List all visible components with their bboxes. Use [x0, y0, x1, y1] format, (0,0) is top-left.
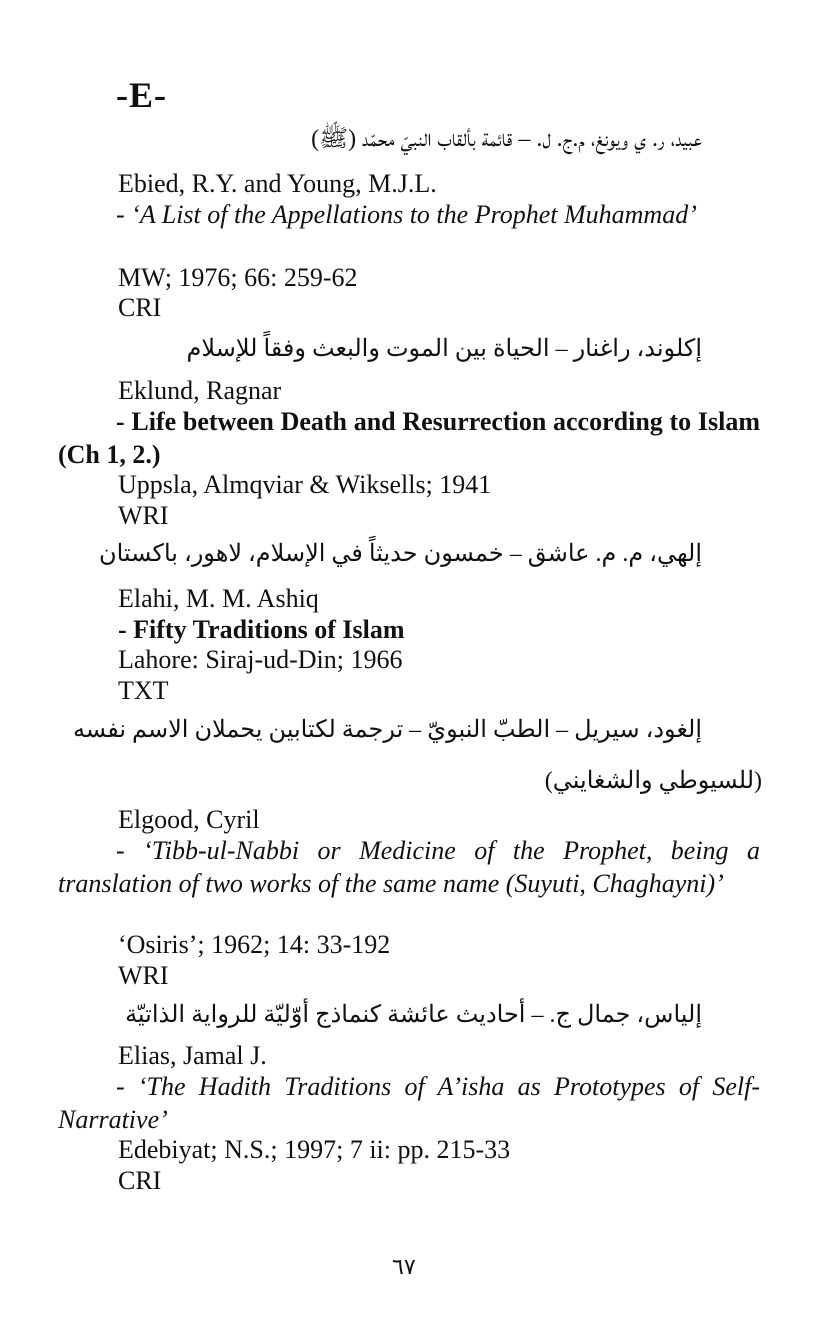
entry-code: WRI [118, 501, 169, 530]
entry-author: Elahi, M. M. Ashiq [118, 584, 319, 613]
arabic-title: إلهي، م. م. عاشق – خمسون حديثاً في الإسلام، لاهور، باكستان [98, 541, 702, 567]
entry-title: - ‘A List of the Appellations to the Prophet Muhammad’ [116, 200, 697, 229]
section-letter: -E- [116, 75, 167, 115]
entry-title: - ‘The Hadith Traditions of A’isha as Prototypes of Self-Narrative’ [58, 1072, 760, 1134]
arabic-title-continued: (للسيوطي والشغايني) [544, 768, 762, 794]
entry-publication: ‘Osiris’; 1962; 14: 33-192 [118, 930, 391, 959]
page-number: ٦٧ [392, 1254, 416, 1279]
entry-publication: MW; 1976; 66: 259-62 [118, 263, 358, 292]
arabic-title: إلياس، جمال ج. – أحاديث عائشة كنماذج أوّليّة للرواية الذاتيّة [125, 1002, 702, 1028]
entry-title: - Fifty Traditions of Islam [118, 615, 405, 644]
entry-publication: Edebiyat; N.S.; 1997; 7 ii: pp. 215-33 [118, 1135, 511, 1164]
entry-author: Elias, Jamal J. [118, 1041, 267, 1070]
entry-publication: Uppsla, Almqviar & Wiksells; 1941 [118, 470, 492, 499]
entry-code: CRI [118, 1166, 162, 1195]
entry-code: TXT [118, 676, 169, 705]
arabic-title: عبيد، ر. ي ويونغ، م.ج. ل. – قائمة بألقاب النبيّ محمّد (ﷺ) [311, 126, 702, 152]
entry-author: Ebied, R.Y. and Young, M.J.L. [118, 169, 437, 198]
entry-title: - ‘Tibb-ul-Nabbi or Medicine of the Prophet, being a translation of two works of the same name (Suyuti, Chaghayni)’ [58, 836, 760, 898]
entry-publication: Lahore: Siraj-ud-Din; 1966 [118, 645, 403, 674]
entry-author: Elgood, Cyril [118, 805, 260, 834]
entry-code: CRI [118, 293, 162, 322]
arabic-title: إلغود، سيريل – الطبّ النبويّ – ترجمة لكتابين يحملان الاسم نفسه [72, 717, 702, 743]
entry-code: WRI [118, 961, 169, 990]
entry-author: Eklund, Ragnar [118, 376, 282, 405]
entry-title: - Life between Death and Resurrection according to Islam (Ch 1, 2.) [58, 407, 760, 469]
arabic-title: إكلوند، راغنار – الحياة بين الموت والبعث وفقاً للإسلام [186, 336, 702, 362]
